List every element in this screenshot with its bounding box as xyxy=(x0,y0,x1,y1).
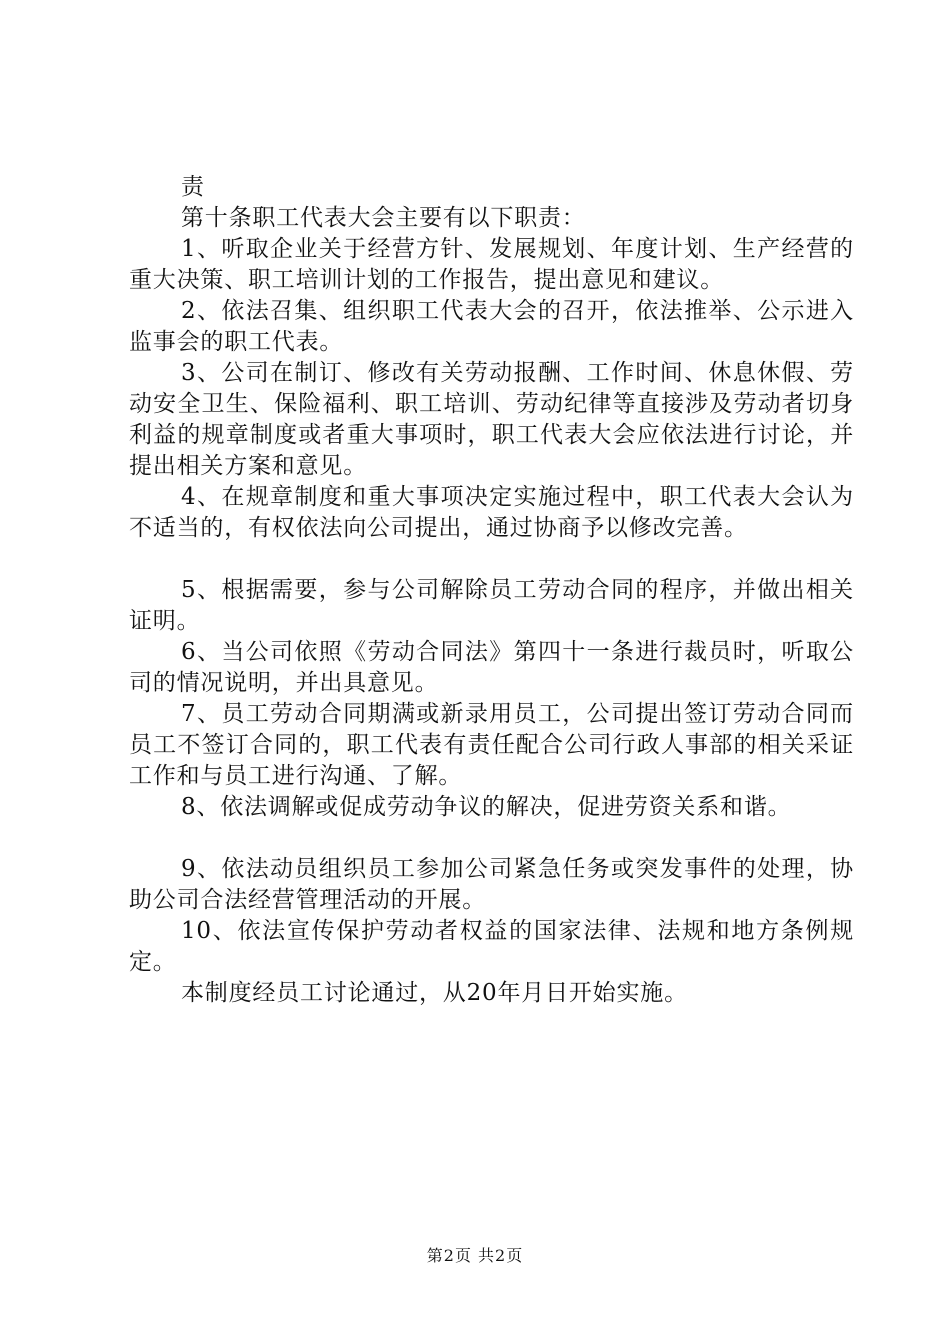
document-body xyxy=(129,172,854,1009)
duty-item-1: 1、听取企业关于经营方针、发展规划、年度计划、生产经营的重大决策、职工培训计划的工作报告，提出意见和建议。 xyxy=(129,236,854,293)
duty-item-10: 10、依法宣传保护劳动者权益的国家法律、法规和地方条例规定。 xyxy=(129,918,854,975)
duty-item-2: 2、依法召集、组织职工代表大会的召开，依法推举、公示进入监事会的职工代表。 xyxy=(129,298,854,355)
duty-item-7: 7、员工劳动合同期满或新录用员工，公司提出签订劳动合同而员工不签订合同的，职工代表有责任配合公司行政人事部的相关采证工作和与员工进行沟通、了解。 xyxy=(129,701,854,789)
duty-item-4: 4、在规章制度和重大事项决定实施过程中，职工代表大会认为不适当的，有权依法向公司提出，通过协商予以修改完善。 xyxy=(129,484,854,541)
paragraph-continuation: 责 xyxy=(181,174,205,200)
duty-item-9: 9、依法动员组织员工参加公司紧急任务或突发事件的处理，协助公司合法经营管理活动的开展。 xyxy=(129,856,854,913)
page-footer xyxy=(0,1246,950,1266)
duty-item-5: 5、根据需要，参与公司解除员工劳动合同的程序，并做出相关证明。 xyxy=(129,577,854,634)
page-number-label: 第2页 共2页 xyxy=(426,1246,524,1265)
duty-item-3: 3、公司在制订、修改有关劳动报酬、工作时间、休息休假、劳动安全卫生、保险福利、职工培训、劳动纪律等直接涉及劳动者切身利益的规章制度或者重大事项时，职工代表大会应依法进行讨论，并提出相关方案和意见。 xyxy=(129,360,854,479)
duty-item-8: 8、依法调解或促成劳动争议的解决，促进劳资关系和谐。 xyxy=(181,794,792,820)
duty-item-6: 6、当公司依照《劳动合同法》第四十一条进行裁员时，听取公司的情况说明，并出具意见。 xyxy=(129,639,854,696)
article-ten-heading: 第十条职工代表大会主要有以下职责： xyxy=(181,205,586,231)
effective-date-statement: 本制度经员工讨论通过，从20年月日开始实施。 xyxy=(181,980,688,1006)
